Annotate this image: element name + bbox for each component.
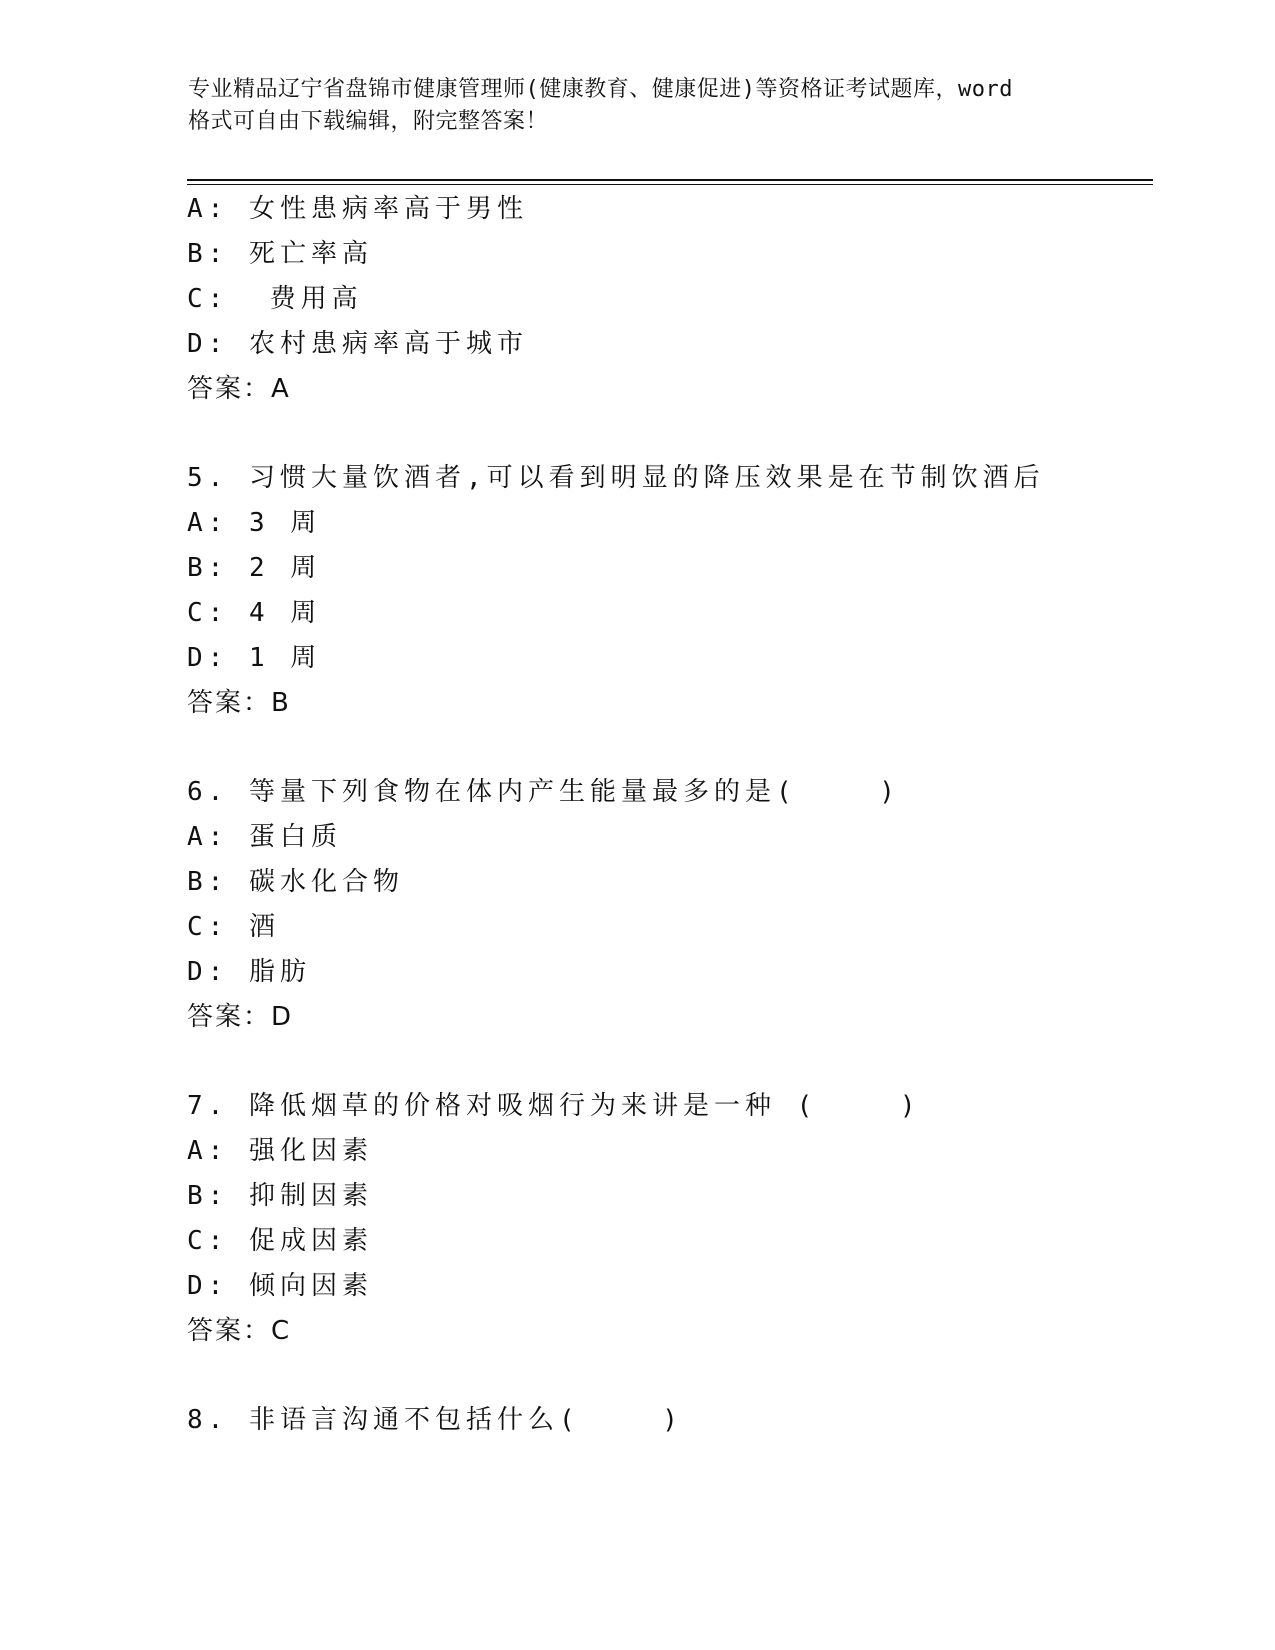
header-divider-thick bbox=[187, 179, 1153, 181]
q5-question: 5. 习惯大量饮酒者,可以看到明显的降压效果是在节制饮酒后 bbox=[187, 463, 1045, 493]
header-line-2: 格式可自由下载编辑，附完整答案！ bbox=[188, 109, 549, 134]
q7-option-c: C: 促成因素 bbox=[187, 1226, 373, 1256]
q5-option-c: C: 4 周 bbox=[187, 598, 322, 628]
q7-option-d: D: 倾向因素 bbox=[187, 1271, 373, 1301]
q6-option-a: A: 蛋白质 bbox=[187, 822, 342, 852]
document-header bbox=[188, 74, 1088, 138]
q6-option-d: D: 脂肪 bbox=[187, 957, 311, 987]
q6-answer: 答案：D bbox=[187, 1002, 294, 1032]
q7-answer: 答案：C bbox=[187, 1316, 292, 1346]
q4-option-a: A: 女性患病率高于男性 bbox=[187, 194, 528, 224]
q4-option-b: B: 死亡率高 bbox=[187, 239, 373, 269]
q4-option-d: D: 农村患病率高于城市 bbox=[187, 329, 528, 359]
q5-option-a: A: 3 周 bbox=[187, 508, 322, 538]
q7-question: 7. 降低烟草的价格对吸烟行为来讲是一种 ( ) bbox=[187, 1091, 921, 1121]
q4-answer: 答案：A bbox=[187, 374, 291, 404]
q6-question: 6. 等量下列食物在体内产生能量最多的是( ) bbox=[187, 777, 900, 807]
q4-option-c: C: 费用高 bbox=[187, 284, 363, 314]
q5-answer: 答案：B bbox=[187, 688, 291, 718]
q5-option-d: D: 1 周 bbox=[187, 643, 322, 673]
q8-question: 8. 非语言沟通不包括什么( ) bbox=[187, 1405, 683, 1435]
q6-option-c: C: 酒 bbox=[187, 912, 280, 942]
header-line-1: 专业精品辽宁省盘锦市健康管理师(健康教育、健康促进)等资格证考试题库，word bbox=[188, 77, 1013, 102]
header-divider-thin bbox=[187, 184, 1153, 185]
q5-option-b: B: 2 周 bbox=[187, 553, 322, 583]
q6-option-b: B: 碳水化合物 bbox=[187, 867, 404, 897]
q7-option-a: A: 强化因素 bbox=[187, 1136, 373, 1166]
q7-option-b: B: 抑制因素 bbox=[187, 1181, 373, 1211]
